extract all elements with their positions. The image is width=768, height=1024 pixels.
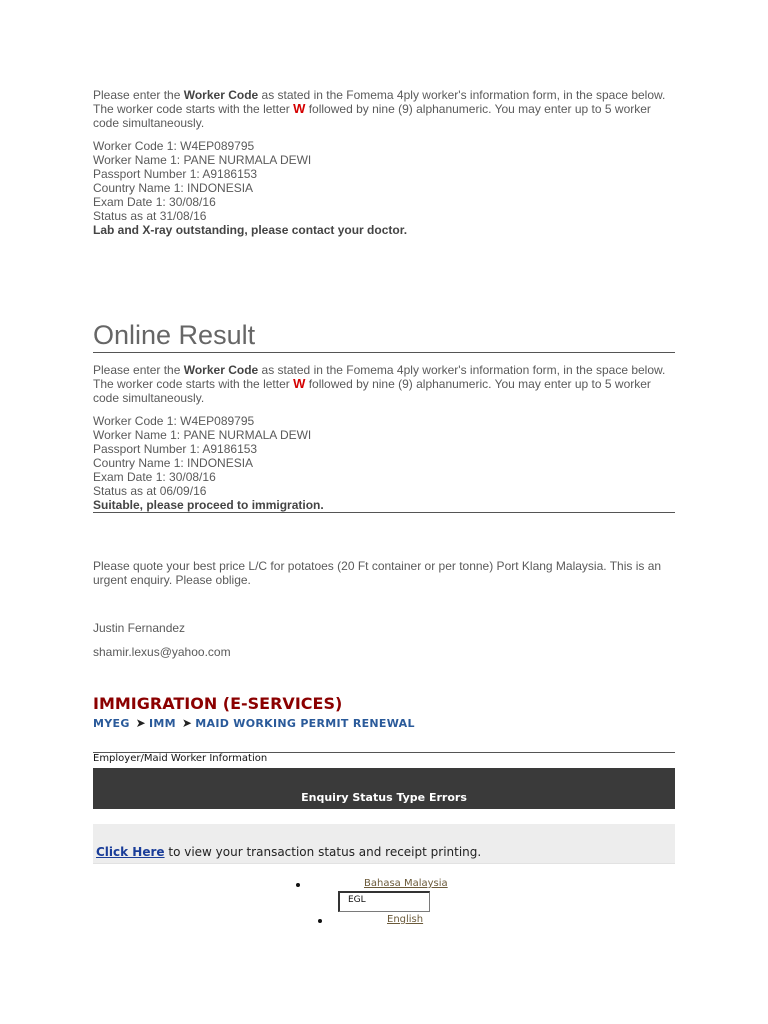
exam-date-line: Exam Date 1: 30/08/16 — [93, 195, 216, 209]
bullet-icon — [296, 883, 300, 887]
letter-w: W — [293, 101, 306, 116]
click-here-link[interactable]: Click Here — [96, 845, 165, 859]
letter-w: W — [293, 376, 306, 391]
page-title: Online Result — [93, 320, 675, 353]
transaction-text: to view your transaction status and receipt printing. — [164, 845, 482, 859]
error-status-bar — [93, 768, 675, 809]
sender-name: Justin Fernandez — [93, 621, 186, 635]
country-line: Country Name 1: INDONESIA — [93, 181, 254, 195]
worker-info-1 — [93, 139, 407, 237]
enquiry-text: Please quote your best price L/C for potatoes (20 Ft container or per tonne) Port Klang Malaysia. This is an urgent enquiry. Please oblige. — [93, 559, 662, 587]
section-label: Employer/Maid Worker Information — [93, 753, 268, 764]
bullet-icon — [318, 919, 322, 923]
lang-bahasa-link[interactable]: Bahasa Malaysia — [364, 878, 448, 889]
worker-code-line: Worker Code 1: W4EP089795 — [93, 414, 255, 428]
exam-date-line: Exam Date 1: 30/08/16 — [93, 470, 216, 484]
passport-line: Passport Number 1: A9186153 — [93, 167, 258, 181]
intro-paragraph-2: Please enter the Worker Code as stated in the Fomema 4ply worker's information form, in the space below. The worker code starts with the letter W followed by nine (9) alphanumeric. You may enter up to 5 worker code simultaneously. — [93, 363, 666, 405]
breadcrumb-myeg[interactable]: MYEG — [93, 717, 130, 730]
transaction-line — [96, 845, 481, 859]
intro-paragraph-1: Please enter the Worker Code as stated in the Fomema 4ply worker's information form, in the space below. The worker code starts with the letter W followed by nine (9) alphanumeric. You may enter up to 5 worker code simultaneously. — [93, 88, 666, 130]
worker-code-label: Worker Code — [183, 363, 259, 377]
divider — [93, 512, 675, 513]
worker-code-label: Worker Code — [183, 88, 259, 102]
worker-name-line: Worker Name 1: PANE NURMALA DEWI — [93, 428, 312, 442]
country-line: Country Name 1: INDONESIA — [93, 456, 254, 470]
arrow-right-icon: ➤ — [181, 716, 193, 730]
panel-bottom-border — [93, 863, 675, 864]
worker-info-2 — [93, 414, 324, 512]
immigration-title: IMMIGRATION (E-SERVICES) — [93, 694, 343, 713]
status-date-line: Status as at 06/09/16 — [93, 484, 207, 498]
breadcrumb — [93, 716, 415, 730]
arrow-right-icon: ➤ — [135, 716, 147, 730]
worker-name-line: Worker Name 1: PANE NURMALA DEWI — [93, 153, 312, 167]
sender-email: shamir.lexus@yahoo.com — [93, 645, 231, 659]
passport-line: Passport Number 1: A9186153 — [93, 442, 258, 456]
breadcrumb-imm[interactable]: IMM — [149, 717, 176, 730]
status-message: Lab and X-ray outstanding, please contact your doctor. — [93, 223, 408, 237]
error-status-text: Enquiry Status Type Errors — [301, 791, 467, 804]
status-date-line: Status as at 31/08/16 — [93, 209, 207, 223]
worker-code-line: Worker Code 1: W4EP089795 — [93, 139, 255, 153]
status-message: Suitable, please proceed to immigration. — [93, 498, 324, 512]
lang-english-link[interactable]: English — [387, 914, 424, 925]
language-input[interactable]: EGL — [338, 891, 430, 912]
breadcrumb-maid-permit[interactable]: MAID WORKING PERMIT RENEWAL — [195, 717, 415, 730]
